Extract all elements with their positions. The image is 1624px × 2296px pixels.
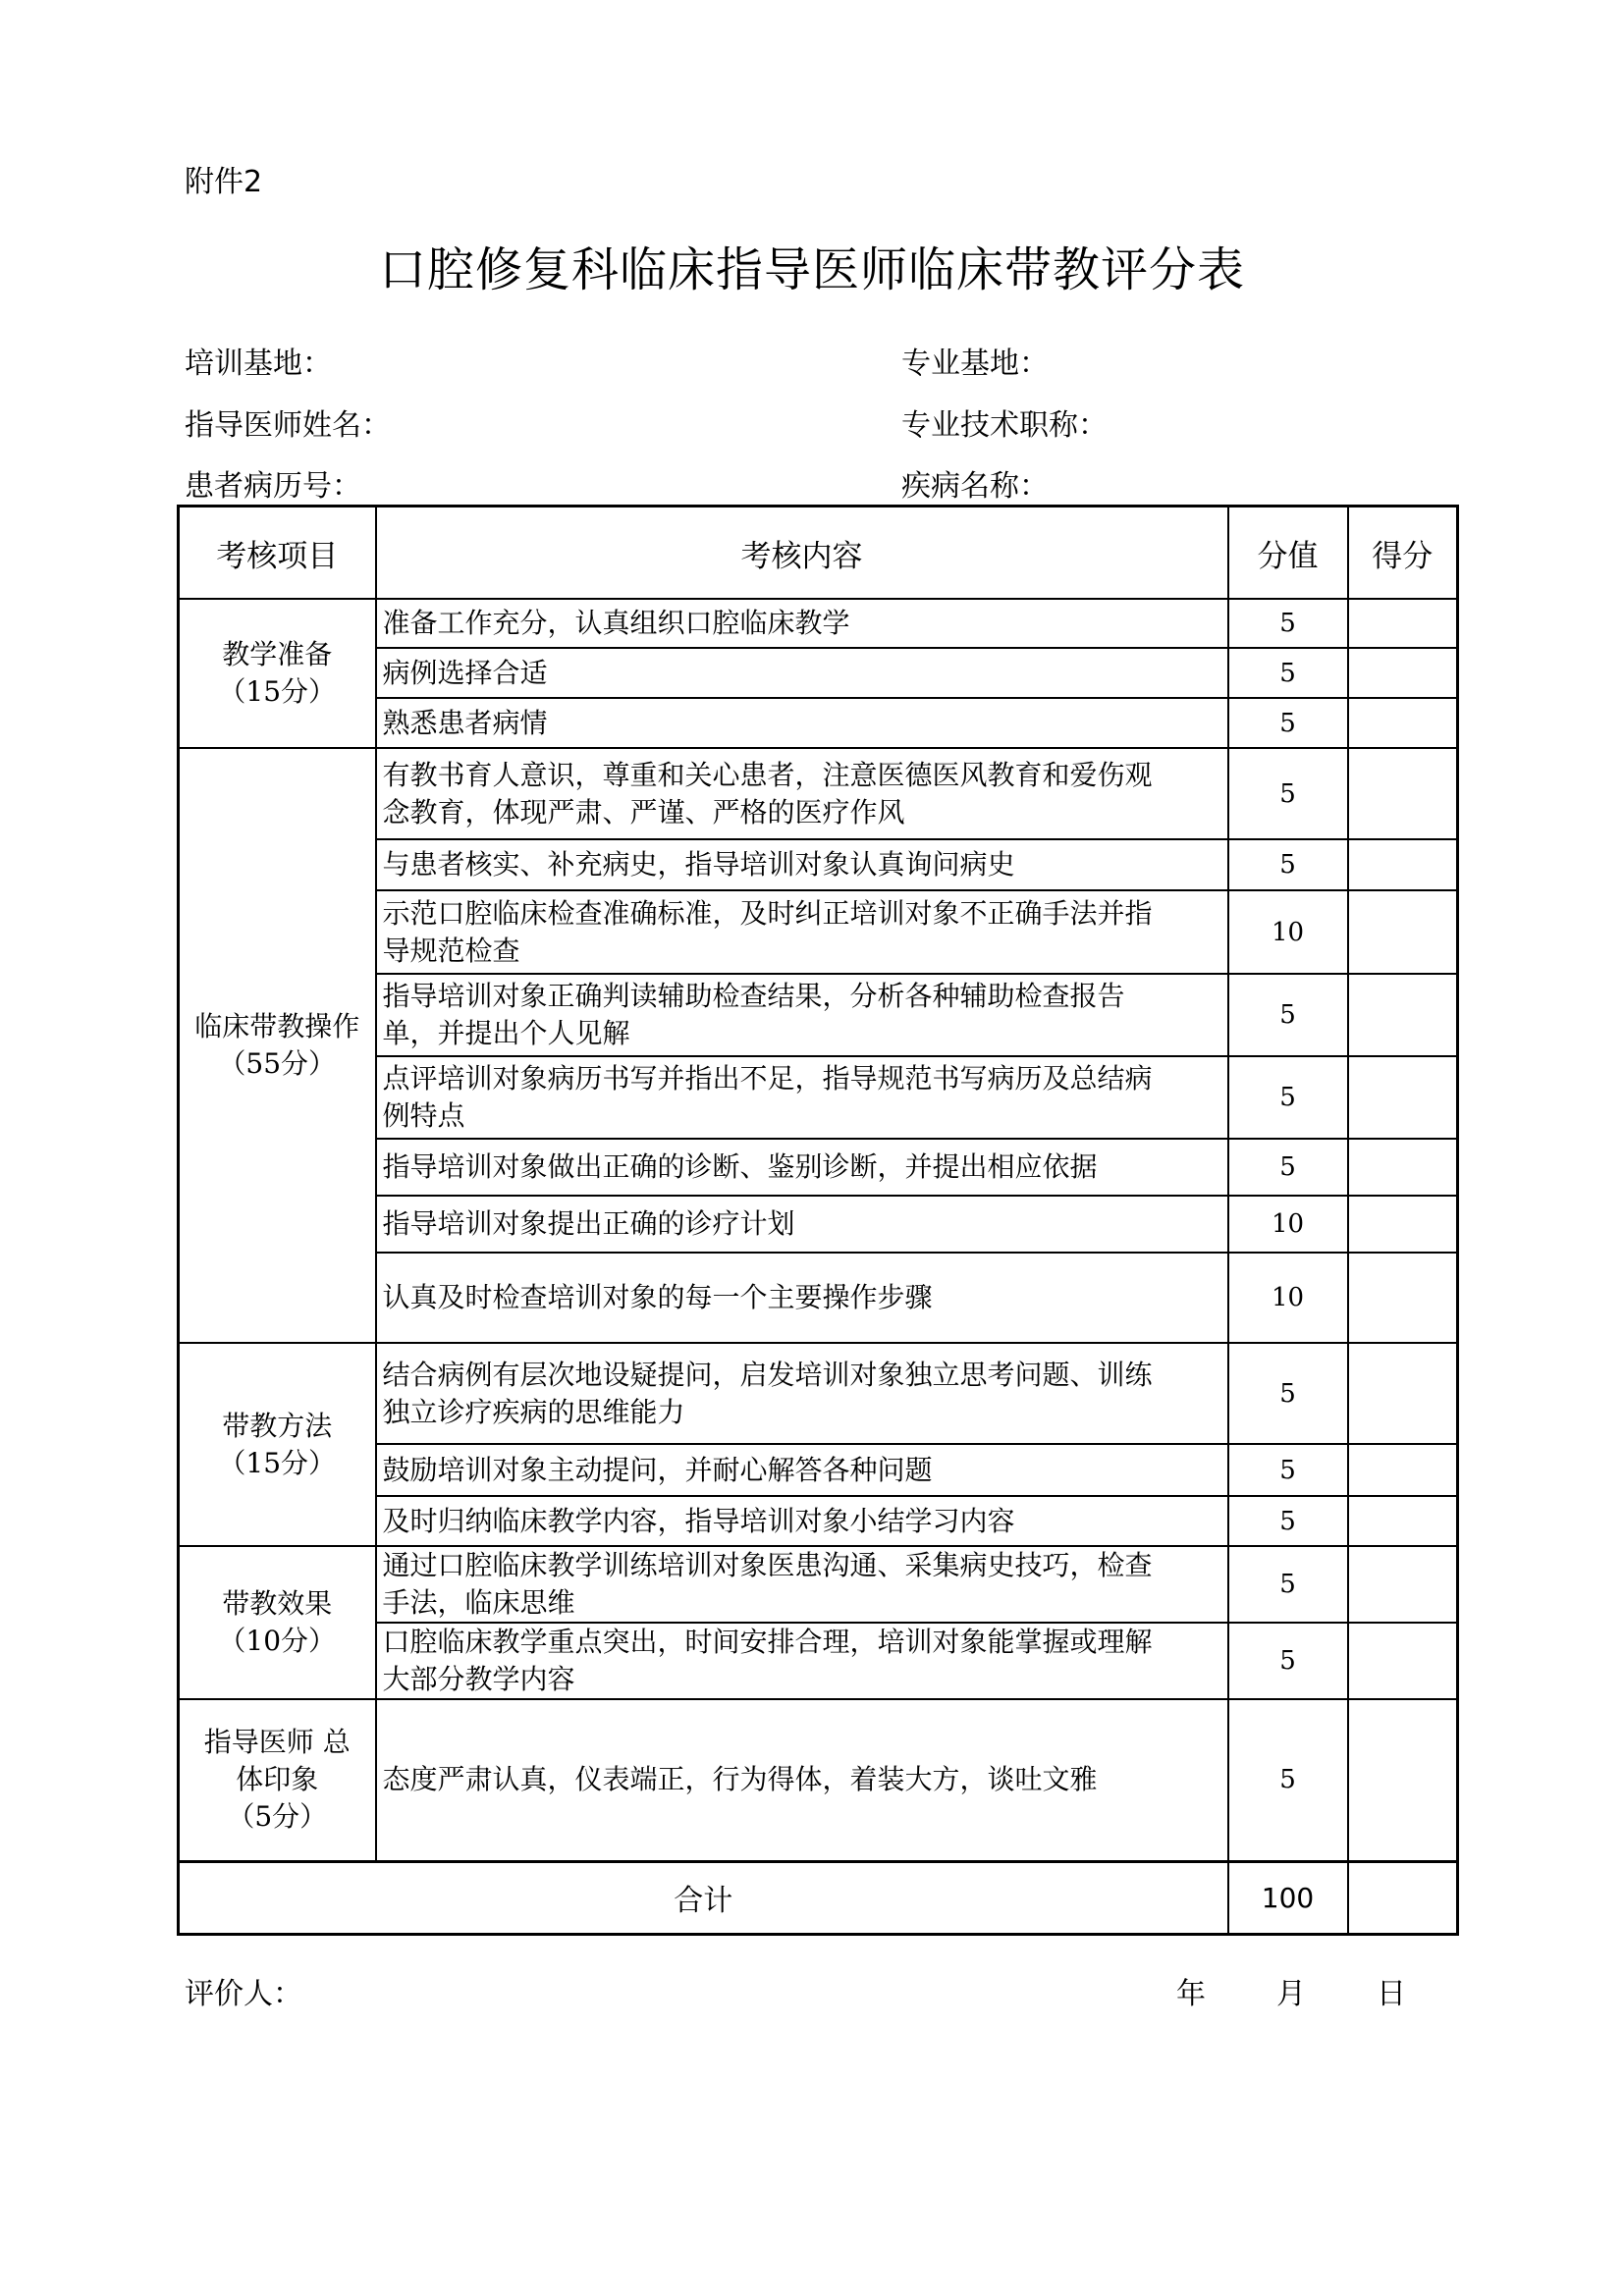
content-line: 示范口腔临床检查准确标准，及时纠正培训对象不正确手法并指	[382, 896, 1153, 930]
category-cell	[179, 748, 376, 1343]
points-cell: 5	[1228, 1699, 1348, 1861]
score-input-cell[interactable]	[1348, 1253, 1458, 1343]
category-name: 临床带教操作	[194, 1010, 360, 1042]
category-name: 体印象	[236, 1763, 319, 1796]
score-input-cell[interactable]	[1348, 890, 1458, 974]
score-input-cell[interactable]	[1348, 599, 1458, 648]
score-table	[177, 505, 1459, 1936]
table-row	[179, 748, 1458, 839]
content-cell: 指导培训对象提出正确的诊疗计划	[376, 1196, 1228, 1253]
content-cell: 认真及时检查培训对象的每一个主要操作步骤	[376, 1253, 1228, 1343]
category-cell	[179, 599, 376, 748]
content-line: 单，并提出个人见解	[382, 1017, 630, 1049]
training-base-label: 培训基地：	[185, 347, 332, 381]
content-cell: 熟悉患者病情	[376, 698, 1228, 748]
content-cell: 与患者核实、补充病史，指导培训对象认真询问病史	[376, 839, 1228, 890]
content-line: 大部分教学内容	[382, 1663, 575, 1695]
score-input-cell[interactable]	[1348, 748, 1458, 839]
score-input-cell[interactable]	[1348, 1699, 1458, 1861]
header-content: 考核内容	[376, 507, 1228, 600]
score-input-cell[interactable]	[1348, 1546, 1458, 1623]
page-title: 口腔修复科临床指导医师临床带教评分表	[378, 242, 1245, 297]
content-cell: 指导培训对象做出正确的诊断、鉴别诊断，并提出相应依据	[376, 1139, 1228, 1196]
points-cell: 10	[1228, 1196, 1348, 1253]
points-cell: 5	[1228, 1056, 1348, 1139]
content-cell: 鼓励培训对象主动提问，并耐心解答各种问题	[376, 1444, 1228, 1496]
score-input-cell[interactable]	[1348, 1056, 1458, 1139]
points-cell: 10	[1228, 1253, 1348, 1343]
content-line: 通过口腔临床教学训练培训对象医患沟通、采集病史技巧，检查	[382, 1549, 1153, 1581]
content-line: 口腔临床教学重点突出，时间安排合理，培训对象能掌握或理解	[382, 1626, 1153, 1658]
content-cell: 准备工作充分，认真组织口腔临床教学	[376, 599, 1228, 648]
points-cell: 5	[1228, 974, 1348, 1056]
score-input-cell[interactable]	[1348, 1444, 1458, 1496]
content-line: 例特点	[382, 1099, 465, 1132]
content-line: 结合病例有层次地设疑提问，启发培训对象独立思考问题、训练	[382, 1358, 1153, 1391]
content-cell	[376, 1546, 1228, 1623]
points-cell: 5	[1228, 839, 1348, 890]
evaluator-label: 评价人：	[185, 1977, 302, 2011]
points-cell: 5	[1228, 1343, 1348, 1444]
disease-name-label: 疾病名称：	[901, 469, 1049, 504]
content-cell	[376, 748, 1228, 839]
category-cell	[179, 1343, 376, 1546]
content-cell: 病例选择合适	[376, 648, 1228, 698]
total-row	[179, 1861, 1458, 1934]
points-cell: 5	[1228, 1139, 1348, 1196]
points-cell: 5	[1228, 599, 1348, 648]
content-line: 点评培训对象病历书写并指出不足，指导规范书写病历及总结病	[382, 1062, 1153, 1095]
header-category: 考核项目	[179, 507, 376, 600]
points-cell: 5	[1228, 748, 1348, 839]
points-cell: 10	[1228, 890, 1348, 974]
header-score: 得分	[1348, 507, 1458, 600]
content-line: 有教书育人意识，尊重和关心患者，注意医德医风教育和爱伤观	[382, 758, 1153, 791]
total-label: 合计	[179, 1861, 1228, 1934]
score-input-cell[interactable]	[1348, 698, 1458, 748]
content-cell	[376, 1343, 1228, 1444]
points-cell: 5	[1228, 1546, 1348, 1623]
score-input-cell[interactable]	[1348, 1623, 1458, 1699]
content-line: 指导培训对象正确判读辅助检查结果，分析各种辅助检查报告	[382, 980, 1125, 1012]
category-points: （5分）	[227, 1800, 328, 1834]
header-row	[179, 507, 1458, 600]
table-row	[179, 1699, 1458, 1861]
score-input-cell[interactable]	[1348, 1139, 1458, 1196]
specialty-base-label: 专业基地：	[901, 347, 1049, 381]
points-cell: 5	[1228, 1444, 1348, 1496]
score-input-cell[interactable]	[1348, 1196, 1458, 1253]
total-score-input[interactable]	[1348, 1861, 1458, 1934]
score-input-cell[interactable]	[1348, 839, 1458, 890]
category-name: 带教方法	[222, 1409, 333, 1442]
points-cell: 5	[1228, 698, 1348, 748]
points-cell: 5	[1228, 1496, 1348, 1546]
category-cell	[179, 1699, 376, 1861]
table-row	[179, 1343, 1458, 1444]
header-points: 分值	[1228, 507, 1348, 600]
category-name: 教学准备	[222, 638, 333, 670]
content-cell: 态度严肃认真，仪表端正，行为得体，着装大方，谈吐文雅	[376, 1699, 1228, 1861]
month-label: 月	[1276, 1977, 1306, 2011]
score-input-cell[interactable]	[1348, 1496, 1458, 1546]
content-line: 独立诊疗疾病的思维能力	[382, 1395, 685, 1428]
content-line: 导规范检查	[382, 934, 520, 967]
score-input-cell[interactable]	[1348, 974, 1458, 1056]
points-cell: 5	[1228, 1623, 1348, 1699]
instructor-name-label: 指导医师姓名：	[185, 408, 391, 443]
category-cell	[179, 1546, 376, 1699]
content-cell	[376, 1623, 1228, 1699]
score-input-cell[interactable]	[1348, 1343, 1458, 1444]
year-label: 年	[1176, 1977, 1206, 2011]
table-row	[179, 1546, 1458, 1623]
technical-title-label: 专业技术职称：	[901, 408, 1108, 443]
content-line: 念教育，体现严肃、严谨、严格的医疗作风	[382, 795, 905, 828]
day-label: 日	[1377, 1977, 1406, 2011]
category-points: （55分）	[218, 1047, 337, 1080]
category-points: （10分）	[218, 1625, 337, 1657]
content-cell	[376, 1056, 1228, 1139]
content-cell	[376, 890, 1228, 974]
patient-record-label: 患者病历号：	[185, 469, 361, 504]
total-points: 100	[1228, 1861, 1348, 1934]
category-name: 带教效果	[222, 1587, 333, 1620]
table-row	[179, 599, 1458, 648]
category-points: （15分）	[218, 675, 337, 708]
points-cell: 5	[1228, 648, 1348, 698]
content-line: 手法，临床思维	[382, 1586, 575, 1619]
score-input-cell[interactable]	[1348, 648, 1458, 698]
content-cell: 及时归纳临床教学内容，指导培训对象小结学习内容	[376, 1496, 1228, 1546]
attachment-label: 附件2	[185, 165, 263, 199]
content-cell	[376, 974, 1228, 1056]
category-name: 指导医师 总	[203, 1726, 351, 1759]
category-points: （15分）	[218, 1446, 337, 1479]
